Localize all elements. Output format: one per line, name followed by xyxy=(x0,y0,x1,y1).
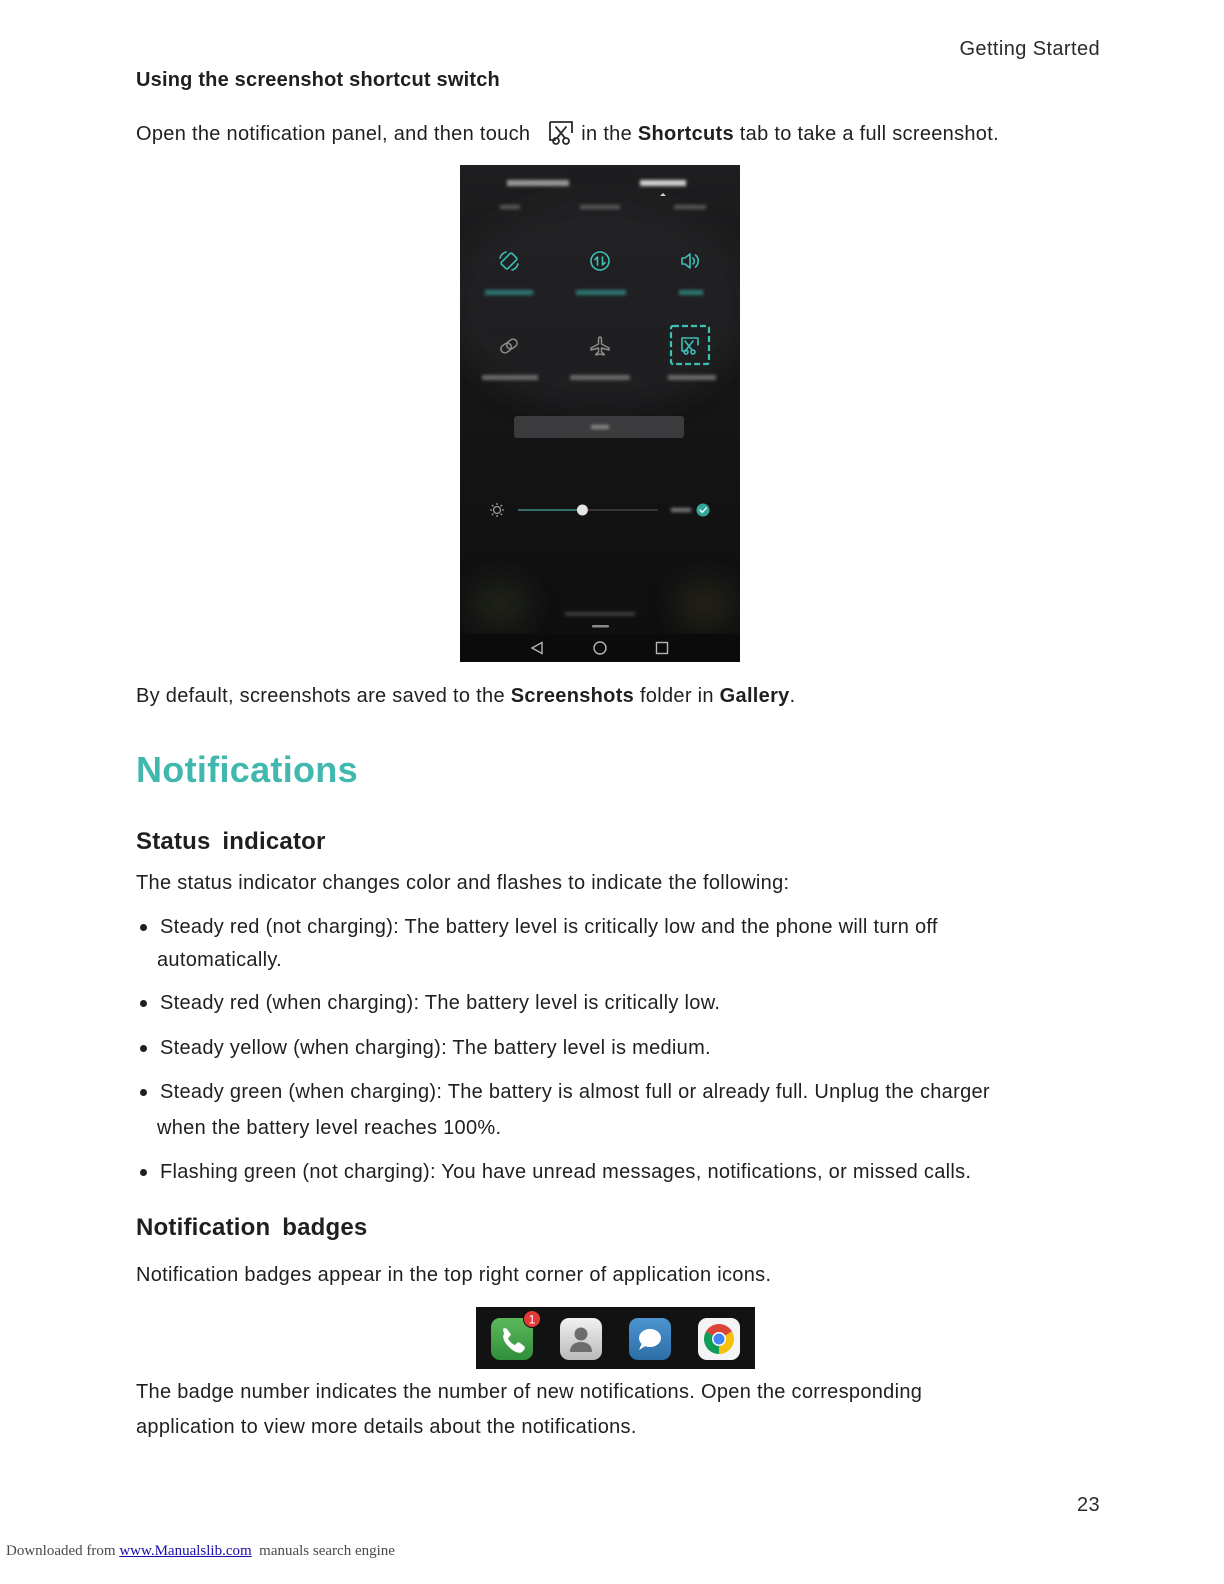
screenshots-folder-name: Screenshots xyxy=(510,685,635,707)
list-item-line: Steady green (when charging): The battery is almost full or already full. Unplug the charger xyxy=(160,1081,990,1103)
badge-explanation-line: application to view more details about the notifications. xyxy=(136,1416,637,1438)
running-head: Getting Started xyxy=(959,38,1100,60)
page-number: 23 xyxy=(1076,1494,1100,1516)
panel-drag-handle xyxy=(592,625,609,628)
notification-panel-screenshot xyxy=(460,165,740,662)
bottom-label-blurred xyxy=(565,612,635,616)
screenshot-scissors-icon xyxy=(548,120,574,146)
badge-explanation-line: The badge number indicates the number of new notifications. Open the corresponding xyxy=(136,1381,923,1403)
bullet-dot xyxy=(140,1089,147,1096)
bullet-dot xyxy=(140,1169,147,1176)
instruction-text-before: Open the notification panel, and then touch xyxy=(136,123,531,145)
notification-badge xyxy=(524,1311,541,1328)
list-item-line: Steady red (when charging): The battery level is critically low. xyxy=(160,992,721,1014)
panel-edit-button-label-blurred xyxy=(591,425,609,429)
save-note-middle: folder in xyxy=(639,685,714,707)
notification-badges-intro: Notification badges appear in the top right corner of application icons. xyxy=(136,1264,772,1286)
bullet-dot xyxy=(140,1045,147,1052)
section-title-screenshot-shortcut: Using the screenshot shortcut switch xyxy=(136,69,500,91)
navigation-bar xyxy=(460,634,740,662)
gallery-app-name: Gallery xyxy=(719,685,790,707)
badge-count: 1 xyxy=(528,1312,536,1327)
footer-suffix: manuals search engine xyxy=(259,1543,395,1559)
section-title-status-indicator: Status indicator xyxy=(136,828,326,855)
save-note-after: . xyxy=(789,685,796,707)
list-item-line: when the battery level reaches 100%. xyxy=(157,1117,502,1139)
tab-shortcuts-blurred xyxy=(640,180,686,186)
shortcuts-tab-name: Shortcuts xyxy=(637,123,734,145)
chrome-icon xyxy=(698,1318,740,1360)
row2-labels-blurred xyxy=(482,375,716,380)
app-icons-strip xyxy=(476,1307,755,1369)
list-item-line: automatically. xyxy=(157,949,282,971)
section-title-notification-badges: Notification badges xyxy=(136,1214,368,1241)
wallpaper-blur-left xyxy=(470,580,530,630)
list-item-line: Steady red (not charging): The battery level is critically low and the phone will turn off xyxy=(160,916,938,938)
download-footer xyxy=(6,1542,395,1560)
instruction-text-middle: in the xyxy=(581,123,633,145)
brightness-slider-knob xyxy=(577,505,588,516)
status-indicator-intro: The status indicator changes color and flashes to indicate the following: xyxy=(136,872,790,894)
footer-prefix: Downloaded from xyxy=(6,1543,116,1559)
wallpaper-blur-right xyxy=(675,580,735,630)
tab-notifications-blurred xyxy=(507,180,569,186)
manualslib-link[interactable]: www.Manualslib.com xyxy=(119,1543,252,1559)
bullet-dot xyxy=(140,1000,147,1007)
save-note-before: By default, screenshots are saved to the xyxy=(136,685,505,707)
auto-brightness-check-icon xyxy=(697,504,710,517)
list-item-line: Flashing green (not charging): You have unread messages, notifications, or missed calls. xyxy=(160,1161,972,1183)
screenshot-instruction xyxy=(136,120,999,147)
contacts-icon xyxy=(560,1318,602,1360)
chapter-heading-notifications: Notifications xyxy=(136,749,358,790)
instruction-text-after: tab to take a full screenshot. xyxy=(739,123,999,145)
screenshot-save-note xyxy=(136,683,795,709)
list-item-line: Steady yellow (when charging): The battery level is medium. xyxy=(160,1037,711,1059)
auto-brightness-label-blurred xyxy=(671,508,691,512)
bullet-dot xyxy=(140,924,147,931)
messages-icon xyxy=(629,1318,671,1360)
